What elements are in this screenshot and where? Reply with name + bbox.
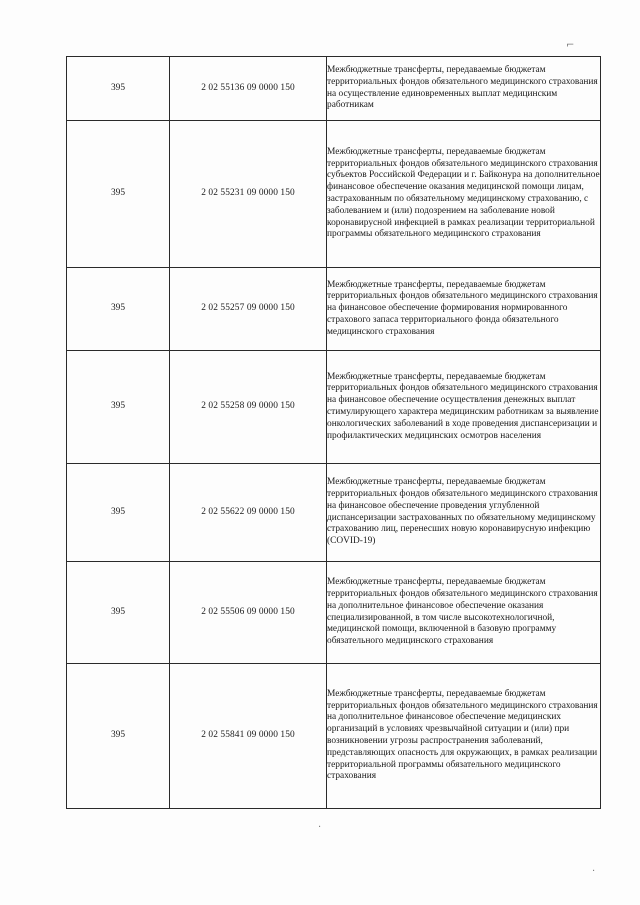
table-row <box>67 351 601 464</box>
budget-code-cell: 2 02 55257 09 0000 150 <box>170 268 327 351</box>
scan-artifact: ⌐ <box>566 40 575 51</box>
budget-classification-table <box>66 56 601 809</box>
admin-code-cell: 395 <box>67 562 170 664</box>
description-cell: Межбюджетные трансферты, передаваемые бюджетам территориальных фондов обязательного медицинского страхования на осуществление единовременных выплат медицинским работникам <box>327 57 601 121</box>
scan-artifact: · <box>592 866 596 877</box>
budget-code-cell: 2 02 55506 09 0000 150 <box>170 562 327 664</box>
scan-artifact: · <box>318 822 322 833</box>
table-row <box>67 562 601 664</box>
description-cell: Межбюджетные трансферты, передаваемые бюджетам территориальных фондов обязательного медицинского страхования на финансовое обеспечение формирования нормированного страхового запаса территориального фонда обязательного медицинского страхования <box>327 268 601 351</box>
admin-code-cell: 395 <box>67 351 170 464</box>
budget-code-cell: 2 02 55136 09 0000 150 <box>170 57 327 121</box>
description-cell: Межбюджетные трансферты, передаваемые бюджетам территориальных фондов обязательного медицинского страхования на дополнительное финансовое обеспечение медицинских организаций в условиях чрезвычайной ситуации и (или) при возникновении угрозы распространения заболеваний, представляющих опасность для окружающих, в рамках реализации территориальной программы обязательного медицинского страхования <box>327 664 601 809</box>
budget-code-cell: 2 02 55258 09 0000 150 <box>170 351 327 464</box>
admin-code-cell: 395 <box>67 464 170 562</box>
description-cell: Межбюджетные трансферты, передаваемые бюджетам территориальных фондов обязательного медицинского страхования на финансовое обеспечение проведения углубленной диспансеризации застрахованных по обязательному медицинскому страхованию лиц, перенесших новую коронавирусную инфекцию (COVID-19) <box>327 464 601 562</box>
description-cell: Межбюджетные трансферты, передаваемые бюджетам территориальных фондов обязательного медицинского страхования субъектов Российской Федерации и г. Байконура на дополнительное финансовое обеспечение оказания медицинской помощи лицам, застрахованным по обязательному медицинскому страхованию, с заболеванием и (или) подозрением на заболевание новой коронавирусной инфекцией в рамках реализации территориальной программы обязательного медицинского страхования <box>327 121 601 268</box>
table-row <box>67 268 601 351</box>
table-row <box>67 57 601 121</box>
budget-code-cell: 2 02 55622 09 0000 150 <box>170 464 327 562</box>
admin-code-cell: 395 <box>67 57 170 121</box>
table-row <box>67 121 601 268</box>
description-cell: Межбюджетные трансферты, передаваемые бюджетам территориальных фондов обязательного медицинского страхования на финансовое обеспечение осуществления денежных выплат стимулирующего характера медицинским работникам за выявление онкологических заболеваний в ходе проведения диспансеризации и профилактических медицинских осмотров населения <box>327 351 601 464</box>
admin-code-cell: 395 <box>67 121 170 268</box>
table-row <box>67 664 601 809</box>
budget-code-cell: 2 02 55231 09 0000 150 <box>170 121 327 268</box>
description-cell: Межбюджетные трансферты, передаваемые бюджетам территориальных фондов обязательного медицинского страхования на дополнительное финансовое обеспечение оказания специализированной, в том числе высокотехнологичной, медицинской помощи, включенной в базовую программу обязательного медицинского страхования <box>327 562 601 664</box>
admin-code-cell: 395 <box>67 664 170 809</box>
table-row <box>67 464 601 562</box>
admin-code-cell: 395 <box>67 268 170 351</box>
budget-code-cell: 2 02 55841 09 0000 150 <box>170 664 327 809</box>
